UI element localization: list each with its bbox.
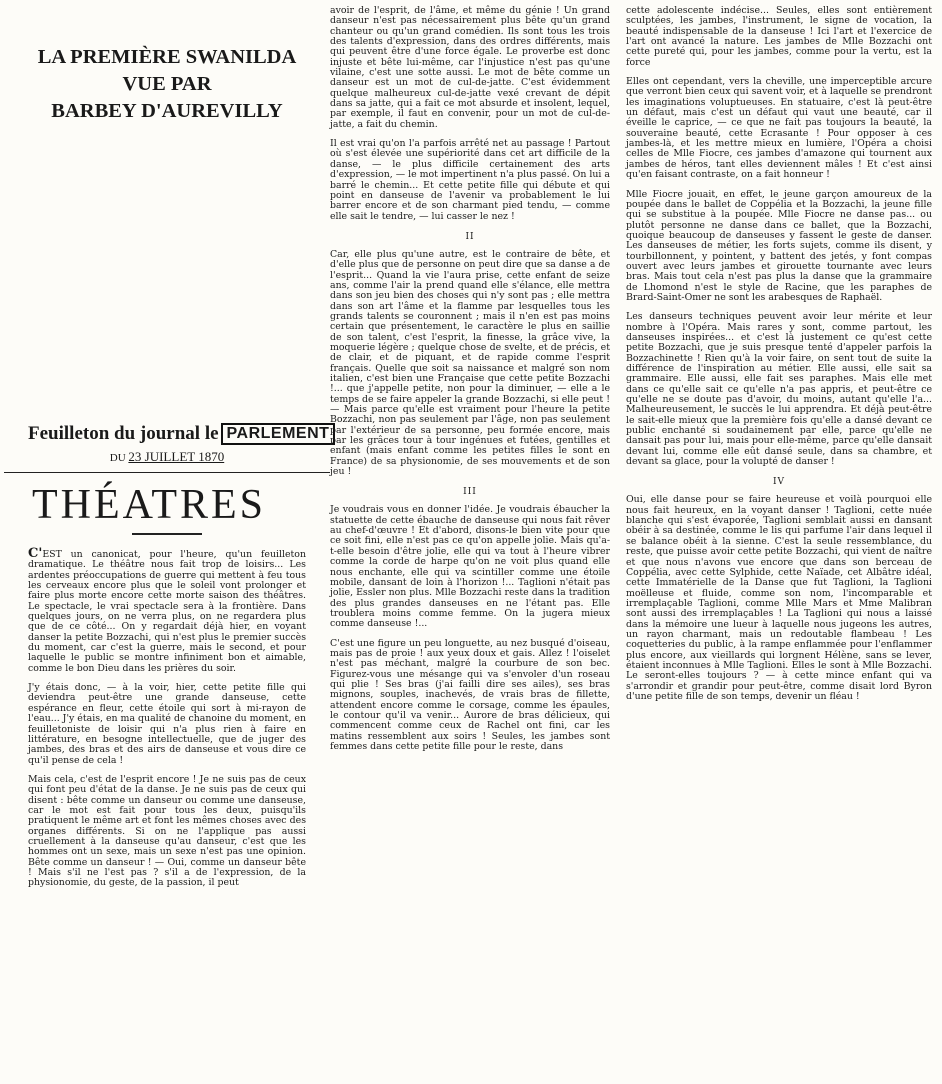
paragraph: Les danseurs techniques peuvent avoir leur mérite et leur nombre à l'Opéra. Mais rares y sont, comme partout, les danseuses inspirées... et c'est là justement ce qu'est cette petite Bozzachi, que je suis presque tenté d'appeler parfois la Bozzachinette ! Rien qu'à la voir faire, on sent tout de suite la différence de l'inspiration au métier. Elle aussi, elle sait sa grammaire. Elle aussi, elle fait ses paraphes. Mais elle met dans ce qu'elle sait ce qu'elle n'a pas appris, et peut-être ce qu'elle ne se doute pas d'avoir, du moins, autant qu'elle l'a... Malheureusement, le succès le lui apprendra. Et déjà peut-être le sait-elle mieux que la première fois qu'elle a dansé devant ce public enchanté si soudainement par elle, parce qu'elle ne dansait pas pour lui, mais pour elle-même, parce qu'elle dansait devant lui, comme elle eût dansé seule, dans sa chambre, et devant sa glace, pour la volupté de danser ! bbox=[626, 311, 932, 468]
section-heading: THÉATRES bbox=[32, 482, 266, 528]
section-number-4: IV bbox=[772, 477, 786, 488]
paragraph: Elles ont cependant, vers la cheville, une imperceptible arcure que verront bien ceux qui savent voir, et à laquelle se prendront les imaginations voluptueuses. En statuaire, c'est là peut-être un défaut, mais c'est un défaut qui vaut une beauté, car il éveille le caprice, — ce que ne fait pas toujours la beauté, la souveraine beauté, cette Ecrasante ! Pour opposer à ces jambes-là, et les mettre mieux en lumière, l'Opéra a choisi celles de Mlle Fiocre, ces jambes d'amazone qui tournent aux jambes de héros, tant elles deviennent mâles ! Et c'est ainsi qu'en faisant contraste, on a fait honneur ! bbox=[626, 76, 932, 181]
column-2 bbox=[330, 6, 610, 752]
paragraph: C'EST un canonicat, pour l'heure, qu'un feuilleton dramatique. Le théâtre nous fait trop de loisirs... Les ardentes préoccupations de guerre qui mettent à feu tous les cerveaux encore plus que le soleil vont prolonger et faire plus morte encore cette morte saison des théâtres. Le spectacle, le vrai spectacle sera à la frontière. Dans quelques jours, on ne verra plus, on ne regardera plus que de ce côté... On y regardait déjà hier, en voyant danser la petite Bozzachi, qui n'est plus le premier succès du moment, car c'est la guerre, mais le second, et pour laquelle le public se montre infiniment bon et aimable, comme le bon Dieu dans les prières du soir. bbox=[28, 546, 306, 674]
paragraph: Il est vrai qu'on l'a parfois arrêté net au passage ! Partout où s'est élevée une supériorité dans cet art difficile de la danse, — le plus difficile certainement des arts d'expression, — le mot impertinent n'a plus passé. On lui a barré le chemin... Et cette petite fille qui débute et qui point en danseuse de l'avenir va probablement le lui barrer encore et de son charmant pied tendu, — comme elle sait le tendre, — lui casser le nez ! bbox=[330, 138, 610, 222]
paragraph: Car, elle plus qu'une autre, est le contraire de bête, et d'elle plus que de personne on peut dire que sa danse a de l'esprit... Quand la vie l'aura prise, cette enfant de seize ans, comme l'air la prend quand elle s'élance, elle mettra dans son jeu bien des choses qui n'y sont pas ; elle mettra dans son art l'âme et la flamme par lesquelles tous les grands talents se couronnent ; mais il n'en est pas moins certain que présentement, le caractère le plus en saillie de son talent, c'est l'esprit, la finesse, la grâce vive, la moquerie légère ; quelque chose de svelte, et de précis, et de clair, et de piquant, et de rapide comme l'esprit français. Quelle que soit sa naissance et malgré son nom italien, c'est bien une Française que cette petite Bozzachi !... que j'appelle petite, non pour la diminuer, — elle a le temps de se faire appeler la grande Bozzachi, si elle peut ! — Mais parce qu'elle est vraiment pour l'heure la petite Bozzachi, non pas seulement par l'âge, non pas seulement par l'extérieur de sa personne, peu formée encore, mais par les grâces tour à tour ingénues et futées, gentilles et enfant (mais enfant comme les petites filles le sont en France) de sa physionomie, de ses mouvements et de son jeu ! bbox=[330, 248, 610, 478]
column-1 bbox=[28, 6, 330, 889]
paragraph: Mais cela, c'est de l'esprit encore ! Je ne suis pas de ceux qui font peu d'état de la danse. Je ne suis pas de ceux qui disent : bête comme un danseur ou comme une danseuse, car le mot est fait pour tous les deux, puisqu'ils pratiquent le même art et font les mêmes choses avec des organes différents. Si on ne l'applique pas aussi cruellement à la danseuse qu'au danseur, c'est que les hommes ont un sexe, mais un sexe n'est pas une opinion. Bête comme un danseur ! — Oui, comme un danseur bête ! Mais s'il ne l'est pas ? s'il a de l'expression, de la physionomie, du geste, de la passion, il peut bbox=[28, 773, 306, 889]
feuilleton-label: Feuilleton du journal le bbox=[28, 423, 219, 444]
paragraph: Je voudrais vous en donner l'idée. Je voudrais ébaucher la statuette de cette ébauche de danseuse qui nous fait rêver au chef-d'œuvre ! Et d'abord, disons-le bien vite pour que ce soit fini, elle n'est pas ce qu'on appelle jolie. Mais qu'a-t-elle besoin d'être jolie, elle qui va tout à l'heure vibrer comme la corde de harpe qu'on ne voit plus quand elle nous enchante, elle qui va scintiller comme une étoile mobile, dansant de loin à l'horizon !... Taglioni n'était pas jolie, Essler non plus. Mlle Bozzachi reste dans la tradition des plus grandes danseuses en ne l'étant pas. Elle troublera moins comme femme. On la jugera mieux comme danseuse !... bbox=[330, 504, 610, 630]
title-line-2: VUE PAR bbox=[122, 73, 212, 95]
date: 23 JUILLET 1870 bbox=[128, 449, 225, 464]
section-number-3: III bbox=[463, 487, 477, 498]
column-3 bbox=[626, 6, 932, 702]
divider-rule bbox=[4, 472, 330, 473]
paragraph: Mlle Fiocre jouait, en effet, le jeune garçon amoureux de la poupée dans le ballet de Coppélia et la Bozzachi, la jeune fille qui se substitue à la poupée. Mlle Fiocre ne danse pas... ou plutôt personne ne danse dans ce ballet, que la Bozzachi, quoique beaucoup de danseuses y fassent le geste de danser. Les danseuses de métier, les forts sujets, comme ils disent, y tourbillonnent, y pointent, y battent des jetés, y font compas ouvert avec leurs jambes et girouette tournante avec leurs bras. Mais tout cela n'est pas plus la danse que la grammaire de Lhomond n'est le style de Racine, que les paraphes de Brard-Saint-Omer ne sont les arabesques de Raphaël. bbox=[626, 188, 932, 303]
heading-underline bbox=[132, 533, 202, 535]
dateline bbox=[28, 449, 306, 465]
paragraph: C'est une figure un peu longuette, au nez busqué d'oiseau, mais pas de proie ! aux yeux doux et gais. Allez ! l'oiselet n'est pas méchant, malgré la courbure de son bec. Figurez-vous une mésange qui va s'envoler d'un roseau qui plie ! Ses bras (j'ai failli dire ses ailes), ses bras mignons, souples, inachevés, de vrais bras de fillette, attendent encore comme le corsage, comme les épaules, le contour qu'il va venir... Aurore de bras délicieux, qui commencent comme ceux de Rachel ont fini, car les matins ressemblent aux soirs ! Seules, les jambes sont femmes dans cette petite fille pour le reste, dans bbox=[330, 637, 610, 752]
title-line-3: BARBEY D'AUREVILLY bbox=[51, 100, 283, 122]
paragraph: cette adolescente indécise... Seules, elles sont entièrement sculptées, les jambes, l'instrument, le signe de vocation, la beauté indispensable de la danseuse ! Ici l'art et l'exercice de l'art ont avancé la nature. Les jambes de Mlle Bozzachi ont cette pureté qui, pour les jambes, comme pour la vertu, est la force bbox=[626, 5, 932, 68]
title-line-1: LA PREMIÈRE SWANILDA bbox=[37, 46, 297, 68]
article-title bbox=[28, 44, 306, 125]
paragraph: Oui, elle danse pour se faire heureuse et voilà pourquoi elle nous fait heureux, en la voyant danser ! Taglioni, cette nuée blanche qui s'est évaporée, Taglioni semblait aussi en dansant obéir à sa destinée, comme le lis qui parfume l'air dans lequel il se balance obéit à la sienne. C'est la seule ressemblance, du reste, que puisse avoir cette petite Bozzachi, qui vient de naître et que nous n'avons vue encore que dans son berceau de Coppélia, avec cette Sylphide, cette Naïade, cet Albâtre idéal, cette Immatérielle de la Danse que fut Taglioni, la Taglioni moëlleuse et fluide, comme son nom, l'incomparable et irremplaçable Taglioni, comme Mlle Mars et Mme Malibran sont aussi des irremplaçables ! La Taglioni qui nous a laissé dans la mémoire une lueur à laquelle nous jugeons les autres, un rayon charmant, mais un redoutable flambeau ! Les coquetteries du public, à la rampe enflammée pour l'enflammer plus encore, aux vieillards qui lorgnent Hélène, sans se lever, étaient inconnues à Mlle Taglioni. Elles le sont à Mlle Bozzachi. Le seront-elles toujours ? — à cette mince enfant qui va s'arrondir et grandir pour peut-être, comme disait lord Byron d'une petite fille de son temps, devenir un fléau ! bbox=[626, 494, 932, 702]
section-number-2: II bbox=[465, 231, 475, 242]
paragraph: J'y étais donc, — à la voir, hier, cette petite fille qui deviendra peut-être une grande danseuse, cette espérance en fleur, cette étoile qui sort à mi-rayon de l'eau... J'y étais, en ma qualité de chanoine du moment, en feuilletoniste de loisir qui n'a plus rien à faire en littérature, en besogne intellectuelle, que de juger des jambes, des bras et des airs de danseuse et vous dire ce qu'il pense de cela ! bbox=[28, 682, 306, 766]
paragraph: avoir de l'esprit, de l'âme, et même du génie ! Un grand danseur n'est pas nécessairement plus bête qu'un grand chanteur ou qu'un grand comédien. Ils sont tous les trois des talents d'expression, dans des ordres différents, mais qui peuvent être d'une force égale. Le proverbe est donc injuste et bête lui-même, car l'injustice n'est pas qu'une vilaine, c'est une sotte aussi. Le mot de bête comme un danseur est un mot de cul-de-jatte. C'est évidemment quelque malheureux cul-de-jatte vexé crevant de dépit dans sa jatte, qui a fait ce mot absurde et insolent, lequel, par exemple, il faut en convenir, pour un mot de cul-de-jatte, a fait du chemin. bbox=[330, 5, 610, 130]
journal-name-badge: PARLEMENT bbox=[221, 423, 336, 445]
feuilleton-masthead bbox=[28, 423, 330, 445]
date-prefix: DU bbox=[109, 452, 126, 464]
